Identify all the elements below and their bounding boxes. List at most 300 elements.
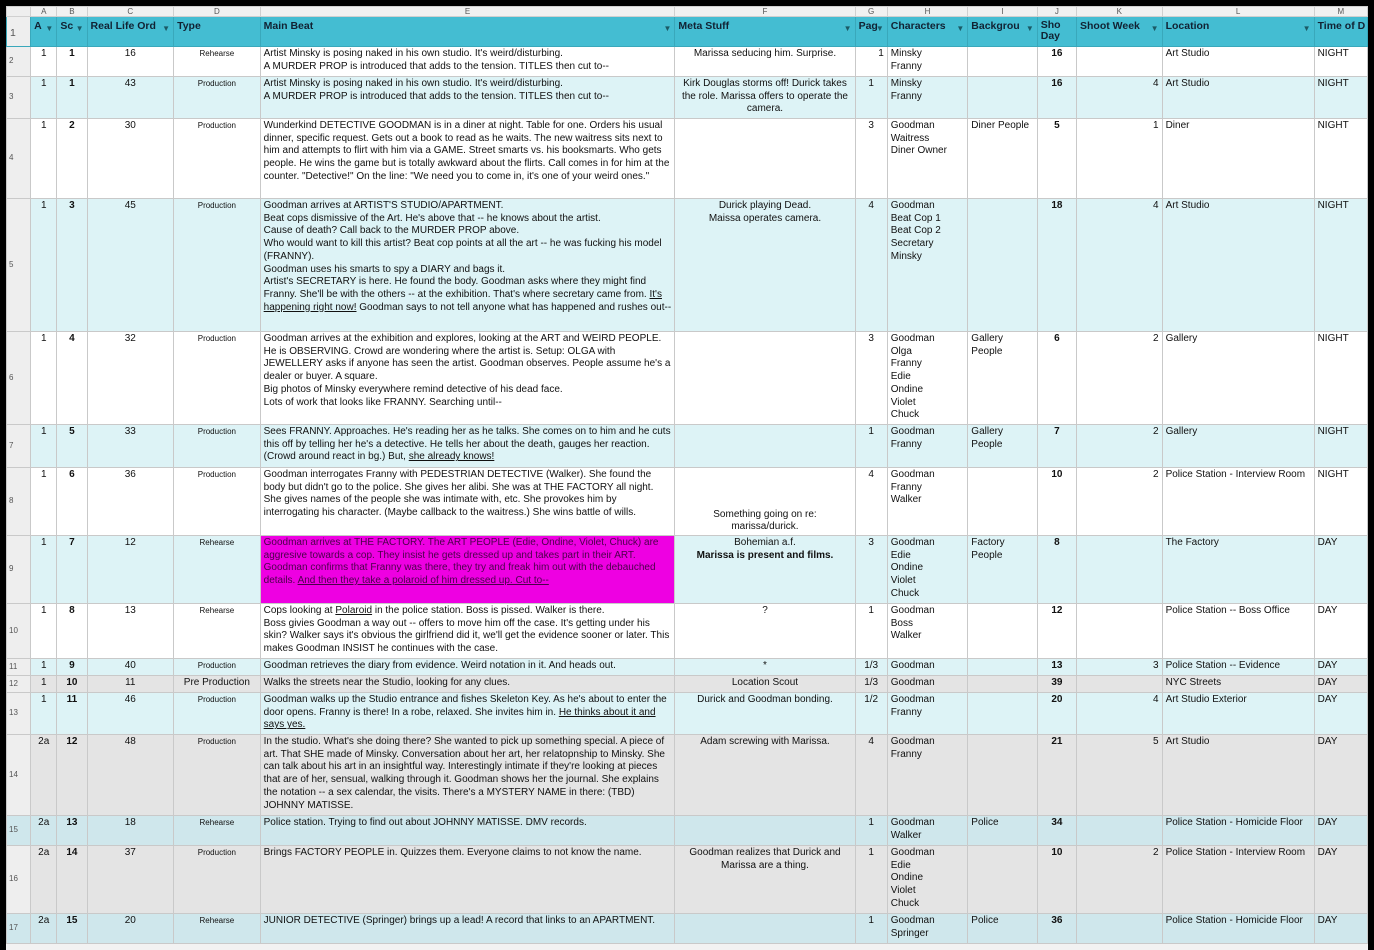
cell-characters[interactable]: Goodman Springer bbox=[887, 914, 968, 944]
cell-main-beat[interactable]: Goodman interrogates Franny with PEDESTRIAN DETECTIVE (Walker). She found the body but didn't go to the police. She gives her alibi. She was at THE FACTORY all night. She gives names of the people she was intimate with, etc. She provokes him by interrogating his character. (Maybe callback to the waitress.) She wins battle of wills. bbox=[260, 468, 675, 536]
select-all-corner[interactable] bbox=[7, 7, 31, 17]
cell-a[interactable]: 1 bbox=[31, 199, 57, 332]
row-number[interactable]: 6 bbox=[7, 332, 31, 425]
cell-a[interactable]: 2a bbox=[31, 846, 57, 914]
cell-type[interactable]: Rehearse bbox=[174, 914, 261, 944]
row-number[interactable]: 12 bbox=[7, 676, 31, 693]
table-row[interactable] bbox=[7, 914, 1368, 944]
cell-background[interactable] bbox=[968, 199, 1037, 332]
cell-location[interactable]: NYC Streets bbox=[1162, 676, 1314, 693]
cell-time[interactable]: DAY bbox=[1314, 914, 1367, 944]
cell-pages[interactable]: 1 bbox=[855, 77, 887, 119]
filter-icon[interactable]: ▼ bbox=[843, 24, 852, 33]
column-letter-row bbox=[7, 7, 1368, 17]
cell-type[interactable]: Rehearse bbox=[174, 604, 261, 659]
cell-scene[interactable]: 1 bbox=[57, 47, 87, 77]
cell-location[interactable]: Gallery bbox=[1162, 332, 1314, 425]
cell-shoot-week[interactable]: 1 bbox=[1077, 119, 1163, 199]
cell-meta[interactable]: Marissa seducing him. Surprise. bbox=[675, 47, 855, 77]
cell-pages[interactable]: 3 bbox=[855, 119, 887, 199]
header-a[interactable] bbox=[31, 17, 57, 47]
cell-location[interactable]: Art Studio bbox=[1162, 47, 1314, 77]
cell-scene[interactable]: 8 bbox=[57, 604, 87, 659]
cell-scene[interactable]: 1 bbox=[57, 77, 87, 119]
filter-icon[interactable]: ▼ bbox=[1025, 24, 1034, 33]
cell-time[interactable]: DAY bbox=[1314, 536, 1367, 604]
column-letter[interactable]: B bbox=[57, 7, 87, 17]
cell-order[interactable]: 46 bbox=[87, 693, 174, 735]
cell-a[interactable]: 1 bbox=[31, 604, 57, 659]
header-shoot-day[interactable] bbox=[1037, 17, 1076, 47]
cell-background[interactable] bbox=[968, 77, 1037, 119]
cell-shoot-week[interactable] bbox=[1077, 676, 1163, 693]
cell-shoot-day[interactable]: 36 bbox=[1037, 914, 1076, 944]
cell-type[interactable]: Production bbox=[174, 693, 261, 735]
row-number[interactable]: 7 bbox=[7, 425, 31, 468]
header-time-of-day[interactable] bbox=[1314, 17, 1367, 47]
beat-underlined-text: she already knows! bbox=[408, 451, 495, 463]
cell-time[interactable]: DAY bbox=[1314, 846, 1367, 914]
column-letter[interactable]: I bbox=[968, 7, 1037, 17]
cell-order[interactable]: 13 bbox=[87, 604, 174, 659]
cell-pages[interactable]: 1 bbox=[855, 846, 887, 914]
header-label: Type bbox=[177, 20, 201, 32]
table-row[interactable] bbox=[7, 468, 1368, 536]
cell-type[interactable]: Production bbox=[174, 77, 261, 119]
cell-characters[interactable]: Goodman Beat Cop 1 Beat Cop 2 Secretary Minsky bbox=[887, 199, 968, 332]
table-row[interactable] bbox=[7, 604, 1368, 659]
cell-a[interactable]: 2a bbox=[31, 816, 57, 846]
cell-meta[interactable]: Location Scout bbox=[675, 676, 855, 693]
cell-pages[interactable]: 1 bbox=[855, 47, 887, 77]
cell-time[interactable]: NIGHT bbox=[1314, 468, 1367, 536]
beat-text: Goodman arrives at THE FACTORY. The ART PEOPLE (Edie, Ondine, Violet, Chuck) are aggresive towards a cop. They insist he gets dressed up and takes part in their ART. Goodman confirms that Franny was there, they try and freak him out with the debauched details. bbox=[263, 537, 659, 587]
cell-characters[interactable]: Goodman Walker bbox=[887, 816, 968, 846]
cell-pages[interactable]: 3 bbox=[855, 332, 887, 425]
cell-location[interactable]: Police Station -- Evidence bbox=[1162, 659, 1314, 676]
cell-main-beat[interactable]: Police station. Trying to find out about JOHNNY MATISSE. DMV records. bbox=[260, 816, 675, 846]
row-number[interactable]: 4 bbox=[7, 119, 31, 199]
cell-time[interactable]: DAY bbox=[1314, 676, 1367, 693]
cell-shoot-day[interactable]: 18 bbox=[1037, 199, 1076, 332]
cell-main-beat[interactable]: Goodman retrieves the diary from evidence. Weird notation in it. And heads out. bbox=[260, 659, 675, 676]
cell-a[interactable]: 1 bbox=[31, 425, 57, 468]
cell-order[interactable]: 40 bbox=[87, 659, 174, 676]
cell-order[interactable]: 45 bbox=[87, 199, 174, 332]
cell-meta[interactable]: Durick playing Dead. Maissa operates camera. bbox=[675, 199, 855, 332]
cell-order[interactable]: 11 bbox=[87, 676, 174, 693]
cell-scene[interactable]: 15 bbox=[57, 914, 87, 944]
cell-background[interactable]: Diner People bbox=[968, 119, 1037, 199]
header-label: A bbox=[34, 20, 42, 32]
cell-shoot-week[interactable] bbox=[1077, 47, 1163, 77]
cell-order[interactable]: 36 bbox=[87, 468, 174, 536]
table-row[interactable] bbox=[7, 47, 1368, 77]
cell-meta[interactable] bbox=[675, 425, 855, 468]
cell-a[interactable]: 1 bbox=[31, 119, 57, 199]
cell-order[interactable]: 30 bbox=[87, 119, 174, 199]
table-row[interactable] bbox=[7, 199, 1368, 332]
column-letter[interactable]: H bbox=[887, 7, 968, 17]
column-letter[interactable]: E bbox=[260, 7, 675, 17]
spreadsheet[interactable] bbox=[6, 6, 1368, 950]
column-letter[interactable]: D bbox=[174, 7, 261, 17]
cell-shoot-day[interactable]: 7 bbox=[1037, 425, 1076, 468]
cell-time[interactable]: DAY bbox=[1314, 816, 1367, 846]
cell-characters[interactable]: Goodman Waitress Diner Owner bbox=[887, 119, 968, 199]
cell-a[interactable]: 1 bbox=[31, 693, 57, 735]
cell-a[interactable]: 1 bbox=[31, 659, 57, 676]
cell-type[interactable]: Rehearse bbox=[174, 47, 261, 77]
header-label: Meta Stuff bbox=[678, 20, 730, 32]
cell-location[interactable]: Police Station - Interview Room bbox=[1162, 468, 1314, 536]
header-label: Location bbox=[1165, 20, 1210, 32]
cell-order[interactable]: 32 bbox=[87, 332, 174, 425]
cell-background[interactable] bbox=[968, 47, 1037, 77]
cell-characters[interactable]: Goodman Franny Walker bbox=[887, 468, 968, 536]
cell-a[interactable]: 1 bbox=[31, 676, 57, 693]
table-row[interactable] bbox=[7, 735, 1368, 816]
cell-type[interactable]: Production bbox=[174, 659, 261, 676]
cell-shoot-day[interactable]: 10 bbox=[1037, 468, 1076, 536]
cell-a[interactable]: 1 bbox=[31, 332, 57, 425]
column-letter[interactable]: J bbox=[1037, 7, 1076, 17]
cell-characters[interactable]: Goodman Franny bbox=[887, 735, 968, 816]
cell-shoot-day[interactable]: 5 bbox=[1037, 119, 1076, 199]
beat-underlined-text: It's happening right now! bbox=[263, 288, 662, 313]
column-letter[interactable]: A bbox=[31, 7, 57, 17]
cell-time[interactable]: DAY bbox=[1314, 735, 1367, 816]
beat-text-start: Cops looking at bbox=[263, 605, 333, 616]
cell-main-beat[interactable] bbox=[260, 199, 675, 332]
cell-shoot-day[interactable]: 16 bbox=[1037, 77, 1076, 119]
cell-background[interactable] bbox=[968, 735, 1037, 816]
cell-background[interactable] bbox=[968, 676, 1037, 693]
column-letter[interactable]: F bbox=[675, 7, 855, 17]
cell-order[interactable]: 16 bbox=[87, 47, 174, 77]
table-row[interactable] bbox=[7, 536, 1368, 604]
cell-main-beat[interactable]: In the studio. What's she doing there? She wanted to pick up something special. A piece of art. That SHE made of Minsky. Conversation about her art, her relatopnship to Minsky. She can talk about his art in an insightful way. Interestingly intimate if they're looking at pieces that are of her, sensual, walking through it. Goodman shows her the journal. She explains the notation -- a sex calendar, the visits. There's a MYSTERY NAME in there: (TBD) JOHNNY MATISSE. bbox=[260, 735, 675, 816]
cell-location[interactable]: Art Studio bbox=[1162, 735, 1314, 816]
cell-main-beat[interactable]: Goodman arrives at the exhibition and explores, looking at the ART and WEIRD PEOPLE. He is OBSERVING. Crowd are wondering where the artist is. Setup: OLGA with JEWELLERY asks if anyone has seen the artist. Goodman observes. People assume he's a dealer or buyer. A square. Big photos of Minsky everywhere remind detective of his dead face. Lots of work that looks like FRANNY. Searching until-- bbox=[260, 332, 675, 425]
cell-background[interactable] bbox=[968, 693, 1037, 735]
header-label: Time of D bbox=[1317, 20, 1366, 32]
cell-type[interactable]: Pre Production bbox=[174, 676, 261, 693]
cell-main-beat[interactable]: Brings FACTORY PEOPLE in. Quizzes them. Everyone claims to not know the name. bbox=[260, 846, 675, 914]
cell-scene[interactable]: 7 bbox=[57, 536, 87, 604]
column-letter[interactable]: G bbox=[855, 7, 887, 17]
cell-main-beat[interactable]: Wunderkind DETECTIVE GOODMAN is in a diner at night. Table for one. Orders his usual dinner, specific request. Gets out a book to read as he waits. The new waitress sits next to him and attempts to flirt with him via a GAME. Street smarts vs. his booksmarts. Who gets people. He wins the game but is totally awkward about the flirts. Call comes in for him at the counter. "Detective!" On the line: "We need you to come in, it's one of your weird ones." bbox=[260, 119, 675, 199]
cell-location[interactable]: Police Station - Interview Room bbox=[1162, 846, 1314, 914]
cell-pages[interactable]: 1 bbox=[855, 914, 887, 944]
table-row[interactable] bbox=[7, 693, 1368, 735]
table-row[interactable] bbox=[7, 676, 1368, 693]
cell-pages[interactable]: 1 bbox=[855, 604, 887, 659]
cell-shoot-week[interactable]: 4 bbox=[1077, 199, 1163, 332]
column-letter[interactable]: L bbox=[1162, 7, 1314, 17]
beat-text: Goodman walks up the Studio entrance and fishes Skeleton Key. As he's about to enter the door opens. Franny is there! In a robe, relaxed. She invites him in. bbox=[263, 694, 667, 718]
cell-scene[interactable]: 12 bbox=[57, 735, 87, 816]
cell-pages[interactable]: 1/3 bbox=[855, 659, 887, 676]
cell-meta[interactable] bbox=[675, 816, 855, 846]
header-main-beat[interactable] bbox=[260, 17, 675, 47]
cell-main-beat[interactable]: JUNIOR DETECTIVE (Springer) brings up a lead! A record that links to an APARTMENT. bbox=[260, 914, 675, 944]
row-number[interactable]: 17 bbox=[7, 914, 31, 944]
filter-icon[interactable]: ▼ bbox=[162, 24, 171, 33]
cell-type[interactable]: Production bbox=[174, 119, 261, 199]
cell-background[interactable]: Police bbox=[968, 914, 1037, 944]
cell-characters[interactable]: Goodman Franny bbox=[887, 693, 968, 735]
cell-meta[interactable]: Adam screwing with Marissa. bbox=[675, 735, 855, 816]
beat-underlined-text: Polaroid bbox=[335, 605, 373, 616]
row-number[interactable]: 10 bbox=[7, 604, 31, 659]
cell-characters[interactable]: Goodman bbox=[887, 676, 968, 693]
cell-location[interactable]: Art Studio bbox=[1162, 77, 1314, 119]
cell-scene[interactable]: 14 bbox=[57, 846, 87, 914]
cell-location[interactable]: The Factory bbox=[1162, 536, 1314, 604]
cell-shoot-week[interactable]: 2 bbox=[1077, 846, 1163, 914]
cell-pages[interactable]: 1 bbox=[855, 816, 887, 846]
row-number[interactable]: 9 bbox=[7, 536, 31, 604]
cell-meta[interactable]: Something going on re: marissa/durick. bbox=[675, 468, 855, 536]
row-number[interactable]: 15 bbox=[7, 816, 31, 846]
column-letter[interactable]: M bbox=[1314, 7, 1367, 17]
table-row[interactable] bbox=[7, 119, 1368, 199]
filter-icon[interactable]: ▼ bbox=[956, 24, 965, 33]
cell-meta[interactable]: * bbox=[675, 659, 855, 676]
cell-pages[interactable]: 1/3 bbox=[855, 676, 887, 693]
cell-location[interactable]: Art Studio bbox=[1162, 199, 1314, 332]
cell-background[interactable] bbox=[968, 846, 1037, 914]
cell-scene[interactable]: 11 bbox=[57, 693, 87, 735]
header-label: Characters bbox=[890, 20, 946, 32]
cell-time[interactable]: NIGHT bbox=[1314, 199, 1367, 332]
cell-shoot-day[interactable]: 8 bbox=[1037, 536, 1076, 604]
cell-order[interactable]: 43 bbox=[87, 77, 174, 119]
cell-characters[interactable]: Goodman Olga Franny Edie Ondine Violet Chuck bbox=[887, 332, 968, 425]
cell-meta[interactable] bbox=[675, 119, 855, 199]
cell-a[interactable]: 1 bbox=[31, 77, 57, 119]
cell-characters[interactable]: Goodman bbox=[887, 659, 968, 676]
header-shoot-week[interactable] bbox=[1077, 17, 1163, 47]
cell-scene[interactable]: 4 bbox=[57, 332, 87, 425]
header-real-life-order[interactable] bbox=[87, 17, 174, 47]
cell-a[interactable]: 1 bbox=[31, 47, 57, 77]
cell-shoot-day[interactable]: 20 bbox=[1037, 693, 1076, 735]
cell-scene[interactable]: 3 bbox=[57, 199, 87, 332]
cell-type[interactable]: Production bbox=[174, 199, 261, 332]
cell-characters[interactable]: Goodman Boss Walker bbox=[887, 604, 968, 659]
cell-location[interactable]: Gallery bbox=[1162, 425, 1314, 468]
cell-shoot-day[interactable]: 6 bbox=[1037, 332, 1076, 425]
cell-type[interactable]: Production bbox=[174, 425, 261, 468]
cell-shoot-day[interactable]: 39 bbox=[1037, 676, 1076, 693]
cell-meta[interactable] bbox=[675, 536, 855, 604]
cell-type[interactable]: Production bbox=[174, 735, 261, 816]
cell-meta[interactable]: ? bbox=[675, 604, 855, 659]
filter-icon[interactable]: ▼ bbox=[75, 24, 84, 33]
cell-type[interactable]: Rehearse bbox=[174, 816, 261, 846]
cell-type[interactable]: Production bbox=[174, 468, 261, 536]
cell-background[interactable] bbox=[968, 604, 1037, 659]
cell-characters[interactable]: Minsky Franny bbox=[887, 77, 968, 119]
cell-pages[interactable]: 4 bbox=[855, 468, 887, 536]
header-scene[interactable] bbox=[57, 17, 87, 47]
table-row[interactable] bbox=[7, 816, 1368, 846]
cell-time[interactable]: DAY bbox=[1314, 659, 1367, 676]
cell-meta[interactable] bbox=[675, 332, 855, 425]
cell-time[interactable]: NIGHT bbox=[1314, 77, 1367, 119]
cell-scene[interactable]: 5 bbox=[57, 425, 87, 468]
cell-order[interactable]: 37 bbox=[87, 846, 174, 914]
row-number[interactable]: 2 bbox=[7, 47, 31, 77]
table-row[interactable] bbox=[7, 659, 1368, 676]
cell-meta[interactable]: Goodman realizes that Durick and Marissa are a thing. bbox=[675, 846, 855, 914]
table-row[interactable] bbox=[7, 332, 1368, 425]
cell-shoot-week[interactable]: 3 bbox=[1077, 659, 1163, 676]
filter-icon[interactable]: ▼ bbox=[663, 24, 672, 33]
cell-scene[interactable]: 6 bbox=[57, 468, 87, 536]
cell-order[interactable]: 18 bbox=[87, 816, 174, 846]
cell-shoot-day[interactable]: 12 bbox=[1037, 604, 1076, 659]
cell-a[interactable]: 2a bbox=[31, 735, 57, 816]
column-letter[interactable]: K bbox=[1077, 7, 1163, 17]
cell-order[interactable]: 48 bbox=[87, 735, 174, 816]
cell-meta[interactable]: Durick and Goodman bonding. bbox=[675, 693, 855, 735]
column-letter[interactable]: C bbox=[87, 7, 174, 17]
header-label: Sc bbox=[60, 20, 74, 32]
row-number[interactable]: 8 bbox=[7, 468, 31, 536]
cell-shoot-week[interactable] bbox=[1077, 536, 1163, 604]
table-row[interactable] bbox=[7, 77, 1368, 119]
cell-type[interactable]: Rehearse bbox=[174, 536, 261, 604]
row-number[interactable]: 11 bbox=[7, 659, 31, 676]
header-pages[interactable] bbox=[855, 17, 887, 47]
cell-shoot-week[interactable]: 2 bbox=[1077, 332, 1163, 425]
filter-icon[interactable]: ▼ bbox=[1150, 24, 1159, 33]
header-meta-stuff[interactable] bbox=[675, 17, 855, 47]
table-row[interactable] bbox=[7, 425, 1368, 468]
cell-shoot-day[interactable]: 10 bbox=[1037, 846, 1076, 914]
row-number[interactable]: 13 bbox=[7, 693, 31, 735]
cell-shoot-week[interactable]: 4 bbox=[1077, 693, 1163, 735]
cell-main-beat[interactable]: Artist Minsky is posing naked in his own studio. It's weird/disturbing. A MURDER PROP is introduced that adds to the tension. TITLES then cut to-- bbox=[260, 47, 675, 77]
row-number[interactable]: 3 bbox=[7, 77, 31, 119]
row-number[interactable]: 5 bbox=[7, 199, 31, 332]
filter-icon[interactable]: ▼ bbox=[875, 24, 884, 33]
cell-scene[interactable]: 9 bbox=[57, 659, 87, 676]
cell-background[interactable]: Factory People bbox=[968, 536, 1037, 604]
cell-scene[interactable]: 10 bbox=[57, 676, 87, 693]
cell-background[interactable]: Police bbox=[968, 816, 1037, 846]
cell-meta[interactable] bbox=[675, 914, 855, 944]
cell-scene[interactable]: 2 bbox=[57, 119, 87, 199]
cell-location[interactable]: Police Station - Homicide Floor bbox=[1162, 914, 1314, 944]
cell-pages[interactable]: 4 bbox=[855, 199, 887, 332]
cell-shoot-week[interactable]: 2 bbox=[1077, 468, 1163, 536]
cell-background[interactable]: Gallery People bbox=[968, 332, 1037, 425]
cell-characters[interactable]: Minsky Franny bbox=[887, 47, 968, 77]
cell-main-beat[interactable] bbox=[260, 425, 675, 468]
header-label: Main Beat bbox=[263, 20, 314, 32]
cell-main-beat-highlighted[interactable] bbox=[260, 536, 675, 604]
cell-shoot-week[interactable] bbox=[1077, 604, 1163, 659]
header-label: Sho Day bbox=[1040, 19, 1061, 42]
cell-characters[interactable]: Goodman Edie Ondine Violet Chuck bbox=[887, 846, 968, 914]
cell-shoot-week[interactable]: 4 bbox=[1077, 77, 1163, 119]
cell-characters[interactable]: Goodman Edie Ondine Violet Chuck bbox=[887, 536, 968, 604]
cell-time[interactable]: NIGHT bbox=[1314, 332, 1367, 425]
meta-text: Bohemian a.f. bbox=[734, 537, 796, 548]
header-type[interactable] bbox=[174, 17, 261, 47]
cell-location[interactable]: Diner bbox=[1162, 119, 1314, 199]
cell-a[interactable]: 1 bbox=[31, 468, 57, 536]
table-row[interactable] bbox=[7, 846, 1368, 914]
row-number[interactable]: 16 bbox=[7, 846, 31, 914]
cell-background[interactable]: Gallery People bbox=[968, 425, 1037, 468]
header-location[interactable] bbox=[1162, 17, 1314, 47]
cell-pages[interactable]: 1 bbox=[855, 425, 887, 468]
cell-pages[interactable]: 1/2 bbox=[855, 693, 887, 735]
cell-meta[interactable]: Kirk Douglas storms off! Durick takes the role. Marissa offers to operate the camera. bbox=[675, 77, 855, 119]
cell-time[interactable]: DAY bbox=[1314, 604, 1367, 659]
filter-icon[interactable]: ▼ bbox=[45, 24, 54, 33]
row-number[interactable]: 14 bbox=[7, 735, 31, 816]
row-number[interactable]: 1 bbox=[7, 17, 31, 47]
cell-shoot-week[interactable]: 2 bbox=[1077, 425, 1163, 468]
cell-location[interactable]: Police Station -- Boss Office bbox=[1162, 604, 1314, 659]
cell-background[interactable] bbox=[968, 659, 1037, 676]
cell-time[interactable]: NIGHT bbox=[1314, 425, 1367, 468]
cell-scene[interactable]: 13 bbox=[57, 816, 87, 846]
cell-pages[interactable]: 4 bbox=[855, 735, 887, 816]
cell-time[interactable]: NIGHT bbox=[1314, 47, 1367, 77]
cell-shoot-day[interactable]: 16 bbox=[1037, 47, 1076, 77]
cell-a[interactable]: 1 bbox=[31, 536, 57, 604]
filter-icon[interactable]: ▼ bbox=[1302, 24, 1311, 33]
cell-main-beat[interactable] bbox=[260, 604, 675, 659]
cell-type[interactable]: Production bbox=[174, 846, 261, 914]
header-background[interactable] bbox=[968, 17, 1037, 47]
cell-location[interactable]: Art Studio Exterior bbox=[1162, 693, 1314, 735]
cell-shoot-week[interactable]: 5 bbox=[1077, 735, 1163, 816]
cell-shoot-day[interactable]: 21 bbox=[1037, 735, 1076, 816]
cell-pages[interactable]: 3 bbox=[855, 536, 887, 604]
cell-shoot-day[interactable]: 13 bbox=[1037, 659, 1076, 676]
cell-order[interactable]: 33 bbox=[87, 425, 174, 468]
cell-shoot-week[interactable] bbox=[1077, 914, 1163, 944]
header-label: Shoot Week bbox=[1080, 20, 1140, 32]
cell-main-beat[interactable]: Walks the streets near the Studio, looking for any clues. bbox=[260, 676, 675, 693]
cell-characters[interactable]: Goodman Franny bbox=[887, 425, 968, 468]
cell-shoot-week[interactable] bbox=[1077, 816, 1163, 846]
cell-background[interactable] bbox=[968, 468, 1037, 536]
header-label: Real Life Ord bbox=[90, 20, 156, 32]
cell-location[interactable]: Police Station - Homicide Floor bbox=[1162, 816, 1314, 846]
cell-shoot-day[interactable]: 34 bbox=[1037, 816, 1076, 846]
cell-main-beat[interactable] bbox=[260, 693, 675, 735]
cell-main-beat[interactable]: Artist Minsky is posing naked in his own studio. It's weird/disturbing. A MURDER PROP is introduced that adds to the tension. TITLES then cut to-- bbox=[260, 77, 675, 119]
beat-underlined-text: And then they take a polaroid of him dressed up. Cut to-- bbox=[297, 575, 549, 587]
cell-order[interactable]: 12 bbox=[87, 536, 174, 604]
cell-a[interactable]: 2a bbox=[31, 914, 57, 944]
beat-underlined-text: He thinks about it and says yes. bbox=[263, 706, 656, 731]
cell-time[interactable]: DAY bbox=[1314, 693, 1367, 735]
cell-type[interactable]: Production bbox=[174, 332, 261, 425]
cell-order[interactable]: 20 bbox=[87, 914, 174, 944]
header-characters[interactable] bbox=[887, 17, 968, 47]
cell-time[interactable]: NIGHT bbox=[1314, 119, 1367, 199]
